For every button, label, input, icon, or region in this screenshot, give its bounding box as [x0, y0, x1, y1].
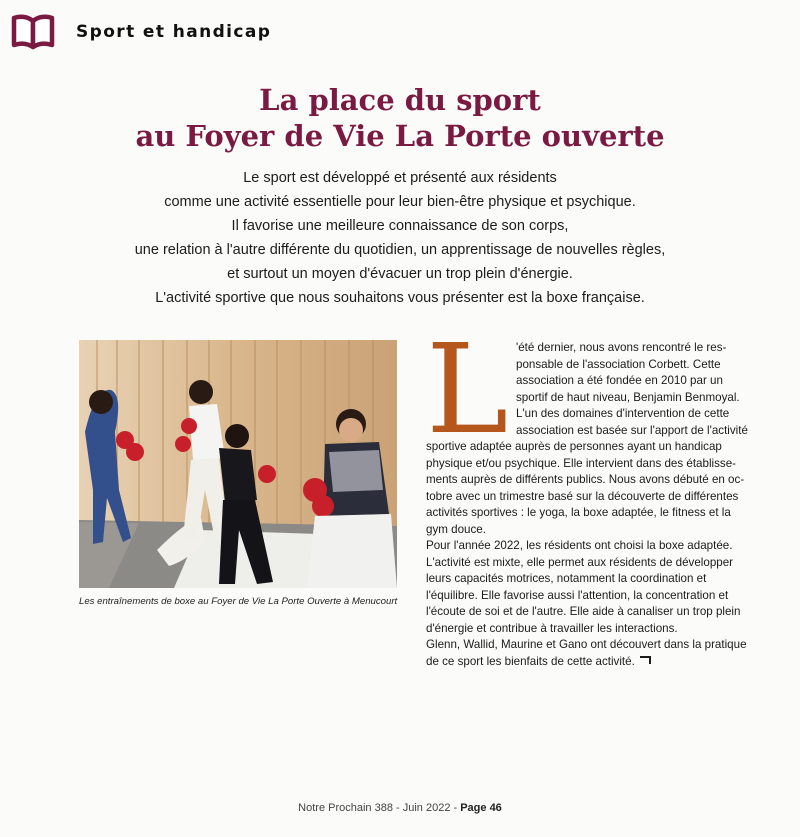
article-line: sportif de haut niveau, Benjamin Benmoyal. — [516, 390, 740, 404]
intro-line: et surtout un moyen d'évacuer un trop plein d'énergie. — [227, 266, 573, 282]
page-number: Page 46 — [460, 802, 502, 814]
article-line: Glenn, Wallid, Maurine et Gano ont découvert dans la pratique — [426, 638, 747, 651]
article-line: ponsable de l'association Corbett. Cette — [516, 357, 721, 371]
article-body — [426, 340, 748, 670]
article-line: l'équilibre. Elle favorise aussi l'attention, la concentration et — [426, 588, 729, 602]
article-title — [0, 82, 800, 154]
article-line: ments auprès de différents publics. Nous avons débuté en oc- — [426, 473, 745, 486]
article-line: d'énergie et contribue à travailler les interactions. — [426, 621, 678, 635]
intro-line: comme une activité essentielle pour leur bien-être physique et psychique. — [164, 194, 636, 210]
title-line-2: au Foyer de Vie La Porte ouverte — [135, 119, 665, 153]
article-line: activités sportives : le yoga, la boxe adaptée, le fitness et la — [426, 506, 731, 519]
article-line: tobre avec un trimestre basé sur la découverte de différentes — [426, 489, 739, 503]
article-line: L'activité est mixte, elle permet aux résidents de développer — [426, 555, 734, 569]
section-label: Sport et handicap — [76, 22, 272, 42]
drop-cap: L — [426, 318, 509, 462]
intro-line: Il favorise une meilleure connaissance de son corps, — [231, 218, 569, 234]
article-line: association a été fondée en 2010 par un — [516, 374, 723, 387]
article-line: physique et/ou psychique. Elle intervient dans des établisse- — [426, 456, 736, 470]
article-line: Pour l'année 2022, les résidents ont choisi la boxe adaptée. — [426, 539, 733, 552]
article-line: association est basée sur l'apport de l'activité — [516, 423, 748, 437]
title-line-1: La place du sport — [259, 83, 541, 117]
article-line: sportive adaptée auprès de personnes ayant un handicap — [426, 440, 722, 453]
boxing-training-photo — [79, 340, 397, 588]
article-line: l'écoute de soi et de l'autre. Elle aide à canaliser un trop plein — [426, 605, 741, 618]
article-line: leurs capacités motrices, notamment la coordination et — [426, 572, 707, 585]
end-of-article-icon — [640, 656, 651, 664]
article-line: 'été dernier, nous avons rencontré le res- — [516, 341, 727, 354]
article-line — [426, 654, 744, 671]
page-footer — [0, 802, 800, 814]
intro-paragraph — [60, 166, 740, 310]
section-header — [10, 12, 271, 52]
intro-line: une relation à l'autre différente du quotidien, un apprentissage de nouvelles règles, — [134, 242, 666, 258]
open-book-icon — [10, 12, 56, 52]
article-line: L'un des domaines d'intervention de cette — [516, 407, 730, 420]
photo-caption: Les entraînements de boxe au Foyer de Vie La Porte Ouverte à Menucourt — [79, 596, 398, 607]
intro-line: Le sport est développé et présenté aux résidents — [243, 170, 557, 186]
intro-line: L'activité sportive que nous souhaitons vous présenter est la boxe française. — [155, 290, 645, 306]
article-last-line: de ce sport les bienfaits de cette activité. — [426, 654, 635, 668]
footer-issue: Notre Prochain 388 - Juin 2022 - — [298, 802, 458, 814]
article-line: gym douce. — [426, 522, 486, 536]
